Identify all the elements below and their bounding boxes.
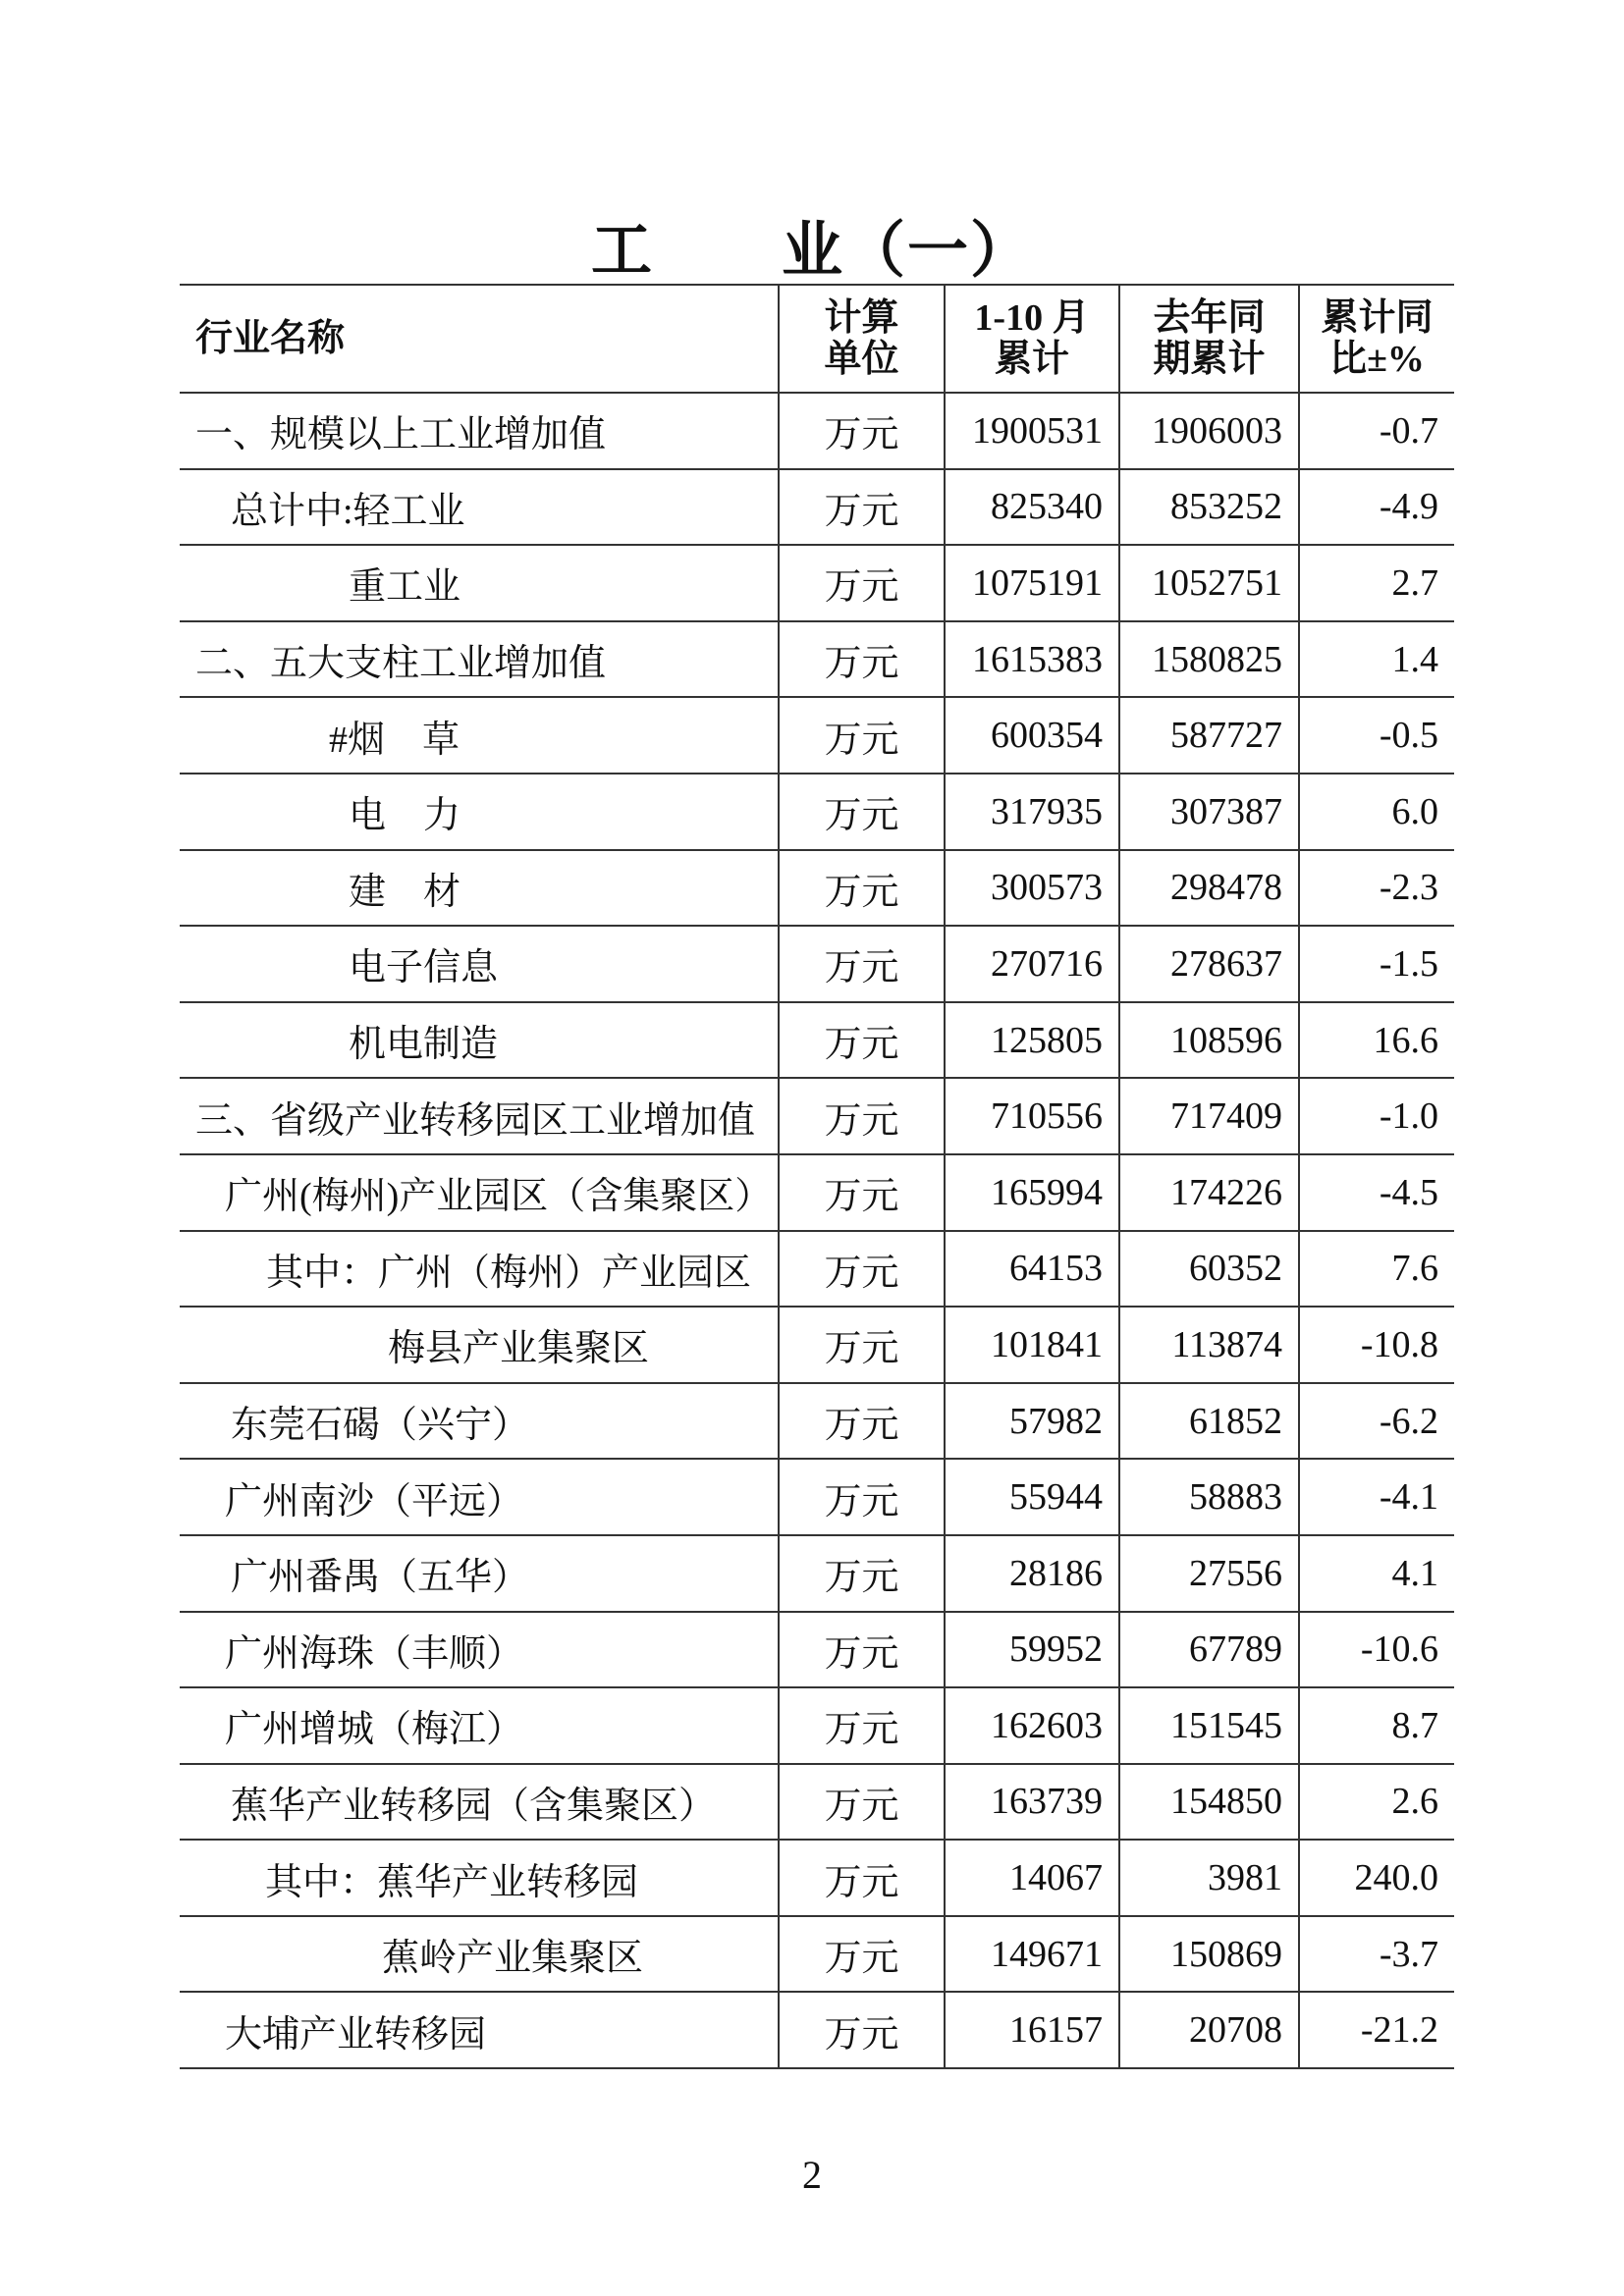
table-row xyxy=(180,1002,1454,1079)
row-change: -10.6 xyxy=(1299,1612,1454,1688)
row-name: #烟 草 xyxy=(180,697,779,774)
row-last-year: 174226 xyxy=(1119,1154,1299,1231)
title-part2: 业（一） xyxy=(782,218,1034,285)
row-unit: 万元 xyxy=(779,697,945,774)
row-name: 总计中:轻工业 xyxy=(180,469,779,546)
row-current: 710556 xyxy=(945,1078,1119,1154)
row-last-year: 150869 xyxy=(1119,1916,1299,1993)
table-row xyxy=(180,1687,1454,1764)
table-row xyxy=(180,1459,1454,1535)
row-last-year: 113874 xyxy=(1119,1307,1299,1383)
row-name: 电 力 xyxy=(180,774,779,850)
table-row xyxy=(180,697,1454,774)
row-current: 165994 xyxy=(945,1154,1119,1231)
row-name: 蕉岭产业集聚区 xyxy=(180,1916,779,1993)
page-title xyxy=(0,201,1624,289)
row-name: 广州增城（梅江） xyxy=(180,1687,779,1764)
row-unit: 万元 xyxy=(779,1002,945,1079)
row-current: 14067 xyxy=(945,1840,1119,1916)
row-unit: 万元 xyxy=(779,926,945,1002)
row-current: 149671 xyxy=(945,1916,1119,1993)
row-current: 101841 xyxy=(945,1307,1119,1383)
row-last-year: 1906003 xyxy=(1119,393,1299,469)
row-change: 6.0 xyxy=(1299,774,1454,850)
row-last-year: 587727 xyxy=(1119,697,1299,774)
row-change: -4.9 xyxy=(1299,469,1454,546)
row-change: -0.7 xyxy=(1299,393,1454,469)
header-change: 累计同 比±% xyxy=(1299,285,1454,393)
table-row xyxy=(180,926,1454,1002)
row-current: 55944 xyxy=(945,1459,1119,1535)
row-last-year: 60352 xyxy=(1119,1231,1299,1308)
row-last-year: 1580825 xyxy=(1119,621,1299,698)
row-current: 162603 xyxy=(945,1687,1119,1764)
row-unit: 万元 xyxy=(779,1307,945,1383)
row-change: -0.5 xyxy=(1299,697,1454,774)
table-row xyxy=(180,1154,1454,1231)
row-unit: 万元 xyxy=(779,1840,945,1916)
row-current: 16157 xyxy=(945,1992,1119,2068)
row-unit: 万元 xyxy=(779,393,945,469)
row-last-year: 27556 xyxy=(1119,1535,1299,1612)
row-current: 825340 xyxy=(945,469,1119,546)
row-unit: 万元 xyxy=(779,774,945,850)
row-change: -21.2 xyxy=(1299,1992,1454,2068)
row-last-year: 307387 xyxy=(1119,774,1299,850)
row-unit: 万元 xyxy=(779,1459,945,1535)
row-name: 大埔产业转移园 xyxy=(180,1992,779,2068)
row-last-year: 58883 xyxy=(1119,1459,1299,1535)
row-name: 其中：广州（梅州）产业园区 xyxy=(180,1231,779,1308)
row-name: 建 材 xyxy=(180,850,779,927)
row-change: -4.1 xyxy=(1299,1459,1454,1535)
row-unit: 万元 xyxy=(779,850,945,927)
title-part1: 工 xyxy=(590,218,654,285)
table-row xyxy=(180,774,1454,850)
row-name: 二、五大支柱工业增加值 xyxy=(180,621,779,698)
row-change: 8.7 xyxy=(1299,1687,1454,1764)
row-last-year: 717409 xyxy=(1119,1078,1299,1154)
row-change: 4.1 xyxy=(1299,1535,1454,1612)
table-row xyxy=(180,545,1454,621)
row-name: 广州番禺（五华） xyxy=(180,1535,779,1612)
row-name: 机电制造 xyxy=(180,1002,779,1079)
row-change: -1.5 xyxy=(1299,926,1454,1002)
row-change: 2.6 xyxy=(1299,1764,1454,1841)
row-name: 重工业 xyxy=(180,545,779,621)
table-row xyxy=(180,1840,1454,1916)
row-last-year: 61852 xyxy=(1119,1383,1299,1460)
row-change: 2.7 xyxy=(1299,545,1454,621)
row-last-year: 154850 xyxy=(1119,1764,1299,1841)
row-current: 59952 xyxy=(945,1612,1119,1688)
row-unit: 万元 xyxy=(779,1687,945,1764)
row-current: 163739 xyxy=(945,1764,1119,1841)
row-name: 三、省级产业转移园区工业增加值 xyxy=(180,1078,779,1154)
row-current: 1075191 xyxy=(945,545,1119,621)
row-current: 270716 xyxy=(945,926,1119,1002)
row-last-year: 1052751 xyxy=(1119,545,1299,621)
row-current: 125805 xyxy=(945,1002,1119,1079)
row-current: 600354 xyxy=(945,697,1119,774)
row-unit: 万元 xyxy=(779,545,945,621)
row-unit: 万元 xyxy=(779,1154,945,1231)
row-name: 蕉华产业转移园（含集聚区） xyxy=(180,1764,779,1841)
row-current: 1900531 xyxy=(945,393,1119,469)
row-unit: 万元 xyxy=(779,1535,945,1612)
row-unit: 万元 xyxy=(779,1764,945,1841)
row-last-year: 151545 xyxy=(1119,1687,1299,1764)
row-change: -1.0 xyxy=(1299,1078,1454,1154)
industry-table xyxy=(180,284,1454,2069)
row-change: 7.6 xyxy=(1299,1231,1454,1308)
header-last-year: 去年同 期累计 xyxy=(1119,285,1299,393)
row-unit: 万元 xyxy=(779,1383,945,1460)
row-last-year: 298478 xyxy=(1119,850,1299,927)
row-current: 317935 xyxy=(945,774,1119,850)
row-change: 240.0 xyxy=(1299,1840,1454,1916)
row-change: -6.2 xyxy=(1299,1383,1454,1460)
row-name: 广州海珠（丰顺） xyxy=(180,1612,779,1688)
header-name: 行业名称 xyxy=(180,285,779,393)
row-change: -3.7 xyxy=(1299,1916,1454,1993)
row-change: -10.8 xyxy=(1299,1307,1454,1383)
table-row xyxy=(180,850,1454,927)
row-last-year: 853252 xyxy=(1119,469,1299,546)
table-row xyxy=(180,621,1454,698)
row-current: 57982 xyxy=(945,1383,1119,1460)
row-last-year: 20708 xyxy=(1119,1992,1299,2068)
row-name: 一、规模以上工业增加值 xyxy=(180,393,779,469)
row-change: -2.3 xyxy=(1299,850,1454,927)
row-current: 1615383 xyxy=(945,621,1119,698)
table-row xyxy=(180,393,1454,469)
row-unit: 万元 xyxy=(779,1231,945,1308)
row-name: 电子信息 xyxy=(180,926,779,1002)
row-unit: 万元 xyxy=(779,469,945,546)
row-name: 广州南沙（平远） xyxy=(180,1459,779,1535)
table-row xyxy=(180,1078,1454,1154)
header-current: 1-10 月 累计 xyxy=(945,285,1119,393)
row-last-year: 3981 xyxy=(1119,1840,1299,1916)
row-change: 1.4 xyxy=(1299,621,1454,698)
table-row xyxy=(180,1992,1454,2068)
table-row xyxy=(180,1764,1454,1841)
header-unit: 计算 单位 xyxy=(779,285,945,393)
table-row xyxy=(180,1383,1454,1460)
table-row xyxy=(180,1612,1454,1688)
row-last-year: 67789 xyxy=(1119,1612,1299,1688)
table-row xyxy=(180,1307,1454,1383)
page-number: 2 xyxy=(802,2153,822,2197)
table-row xyxy=(180,1916,1454,1993)
row-change: -4.5 xyxy=(1299,1154,1454,1231)
row-name: 广州(梅州)产业园区（含集聚区） xyxy=(180,1154,779,1231)
table-row xyxy=(180,469,1454,546)
row-last-year: 278637 xyxy=(1119,926,1299,1002)
row-unit: 万元 xyxy=(779,621,945,698)
table-row xyxy=(180,1231,1454,1308)
row-unit: 万元 xyxy=(779,1992,945,2068)
row-unit: 万元 xyxy=(779,1612,945,1688)
row-unit: 万元 xyxy=(779,1078,945,1154)
table-row xyxy=(180,1535,1454,1612)
row-current: 64153 xyxy=(945,1231,1119,1308)
row-name: 梅县产业集聚区 xyxy=(180,1307,779,1383)
row-unit: 万元 xyxy=(779,1916,945,1993)
row-name: 其中：蕉华产业转移园 xyxy=(180,1840,779,1916)
row-current: 28186 xyxy=(945,1535,1119,1612)
row-last-year: 108596 xyxy=(1119,1002,1299,1079)
row-change: 16.6 xyxy=(1299,1002,1454,1079)
header-row xyxy=(180,285,1454,393)
row-name: 东莞石碣（兴宁） xyxy=(180,1383,779,1460)
row-current: 300573 xyxy=(945,850,1119,927)
